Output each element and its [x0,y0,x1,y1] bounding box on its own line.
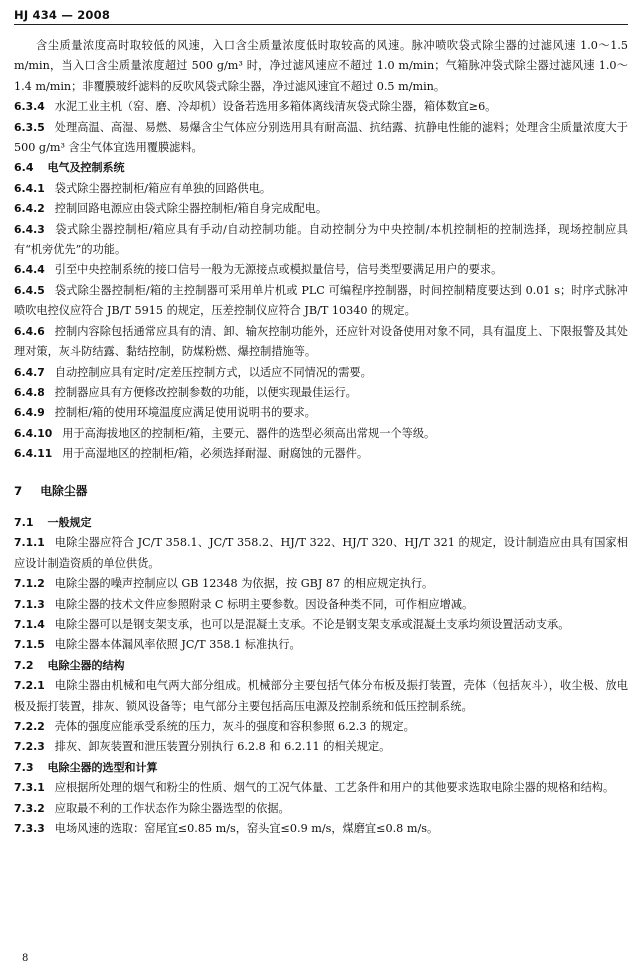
clause-text: 电除尘器应符合 JC/T 358.1、JC/T 358.2、HJ/T 322、HJ/T 320、HJ/T 321 的规定，设计制造应由具有国家相应设计制造资质的单位供货。 [14,536,628,570]
section-title: 一般规定 [47,515,92,529]
section-number: 6.4 [14,161,34,175]
paragraph-text: 含尘质量浓度高时取较低的风速，入口含尘质量浓度低时取较高的风速。脉冲喷吹袋式除尘器的过滤风速 1.0～1.5 m/min，当入口含尘质量浓度超过 500 g/m³ 时，净过滤风速应不超过 1.0 m/min；气箱脉冲袋式除尘器过滤风速 1.0～1.4 m/min；非覆膜玻纤滤料的反吹风袋式除尘器，净过滤风速宜不超过 0.5 m/min。 [14,39,628,93]
section-title: 电气及控制系统 [47,161,125,175]
clause [14,595,628,615]
section-heading [14,513,628,533]
clause-number: 7.1.3 [14,597,45,611]
clause [14,615,628,635]
clause-number: 7.3.1 [14,781,45,795]
section-title: 电除尘器 [40,483,88,498]
clause-number: 6.3.4 [14,100,45,114]
clause-text: 电除尘器可以是钢支架支承，也可以是混凝土支承。不论是钢支架支承或混凝土支承均须设置活动支承。 [54,617,570,631]
section-heading [14,758,628,778]
clause-text: 用于高海拔地区的控制柜/箱，主要元、器件的选型必须高出常规一个等级。 [62,426,436,440]
clause-number: 6.4.3 [14,222,45,236]
clause-number: 6.4.1 [14,181,45,195]
clause [14,533,628,574]
section-title: 电除尘器的结构 [47,658,125,672]
document-body [14,36,628,839]
clause-text: 壳体的强度应能承受系统的压力，灰斗的强度和容积参照 6.2.3 的规定。 [54,720,415,733]
clause [14,717,628,737]
clause-text: 袋式除尘器控制柜/箱的主控制器可采用单片机或 PLC 可编程序控制器，时间控制精度要达到 0.01 s；时序式脉冲喷吹电控仪应符合 JB/T 5915 的规定，压差控制仪应符合 JB/T 10340 的规定。 [14,283,628,318]
clause-number: 7.2.2 [14,720,45,733]
page-header [14,8,628,25]
clause-number: 6.4.8 [14,385,45,399]
clause-text: 电除尘器由机械和电气两大部分组成。机械部分主要包括气体分布板及振打装置，壳体（包括灰斗），收尘极、放电极及振打装置，排灰、锁风设备等；电气部分主要包括高压电源及控制系统和低压控制系统。 [14,679,628,713]
section-number: 7.1 [14,515,34,529]
clause-number: 6.4.11 [14,447,53,461]
clause-text: 电除尘器的技术文件应参照附录 C 标明主要参数。因设备种类不同，可作相应增减。 [54,597,474,611]
clause [14,199,628,219]
clause-text: 应根据所处理的烟气和粉尘的性质、烟气的工况气体量、工艺条件和用户的其他要求选取电除尘器的规格和结构。 [54,781,615,795]
continuation-paragraph [14,36,628,97]
clause [14,403,628,423]
clause-text: 袋式除尘器控制柜/箱应具有手动/自动控制功能。自动控制分为中央控制/本机控制柜的控制选择，现场控制应具有“机旁优先”的功能。 [14,222,628,257]
clause [14,322,628,363]
clause-number: 7.1.1 [14,536,45,550]
clause-text: 自动控制应具有定时/定差压控制方式，以适应不同情况的需要。 [54,365,372,379]
clause-number: 6.4.2 [14,202,45,216]
clause-number: 7.3.3 [14,822,45,836]
clause-text: 控制回路电源应由袋式除尘器控制柜/箱自身完成配电。 [54,202,328,216]
clause-number: 6.4.7 [14,365,45,379]
section-number: 7.3 [14,760,34,774]
clause [14,444,628,464]
clause [14,281,628,322]
clause-number: 7.1.5 [14,638,45,652]
clause-text: 电除尘器本体漏风率依照 JC/T 358.1 标准执行。 [54,638,301,652]
clause-text: 控制柜/箱的使用环境温度应满足使用说明书的要求。 [54,406,316,420]
clause [14,778,628,798]
clause-text: 排灰、卸灰装置和泄压装置分别执行 6.2.8 和 6.2.11 的相关规定。 [54,740,391,754]
section-heading [14,656,628,676]
clause [14,676,628,717]
clause-number: 7.2.1 [14,679,45,693]
section-heading [14,158,628,178]
clause [14,97,628,117]
standard-code: HJ 434 — 2008 [14,8,111,22]
clause [14,424,628,444]
clause-text: 引至中央控制系统的接口信号一般为无源接点或模拟量信号，信号类型要满足用户的要求。 [54,263,503,277]
clause-text: 控制器应具有方便修改控制参数的功能，以便实现最佳运行。 [54,385,357,399]
clause-text: 电场风速的选取：窑尾宜≤0.85 m/s，窑头宜≤0.9 m/s，煤磨宜≤0.8 m/s。 [54,822,439,836]
clause-number: 7.3.2 [14,801,45,815]
chapter-heading [14,481,628,501]
clause-text: 袋式除尘器控制柜/箱应有单独的回路供电。 [54,181,272,195]
page-number: 8 [22,953,29,964]
clause-text: 用于高湿地区的控制柜/箱，必须选择耐湿、耐腐蚀的元器件。 [62,447,369,461]
clause-text: 处理高温、高湿、易燃、易爆含尘气体应分别选用具有耐高温、抗结露、抗静电性能的滤料；处理含尘质量浓度大于 500 g/m³ 含尘气体宜选用覆膜滤料。 [14,120,628,155]
clause-text: 应取最不利的工作状态作为除尘器选型的依据。 [54,801,290,815]
section-number: 7.2 [14,658,34,672]
clause [14,220,628,261]
clause-number: 6.3.5 [14,120,45,134]
clause [14,635,628,655]
clause [14,819,628,839]
clause [14,179,628,199]
clause [14,383,628,403]
clause-number: 7.2.3 [14,740,45,754]
clause [14,737,628,757]
clause-text: 电除尘器的噪声控制应以 GB 12348 为依据，按 GBJ 87 的相应规定执行。 [54,577,434,591]
clause [14,799,628,819]
clause-number: 6.4.10 [14,426,53,440]
clause-number: 6.4.9 [14,406,45,420]
section-number: 7 [14,483,23,498]
clause [14,363,628,383]
clause [14,574,628,594]
clause-number: 6.4.6 [14,324,45,338]
clause-number: 7.1.4 [14,617,45,631]
clause [14,260,628,280]
clause-number: 7.1.2 [14,577,45,591]
clause-number: 6.4.4 [14,263,45,277]
clause-text: 控制内容除包括通常应具有的清、卸、输灰控制功能外，还应针对设备使用对象不同，具有温度上、下限报警及其处理对策，灰斗防结露、黏结控制，防煤粉燃、爆控制措施等。 [14,324,628,359]
clause-number: 6.4.5 [14,283,45,297]
section-title: 电除尘器的选型和计算 [47,760,158,774]
clause [14,118,628,159]
clause-text: 水泥工业主机（窑、磨、冷却机）设备若选用多箱体离线清灰袋式除尘器，箱体数宜≥6。 [54,100,497,114]
